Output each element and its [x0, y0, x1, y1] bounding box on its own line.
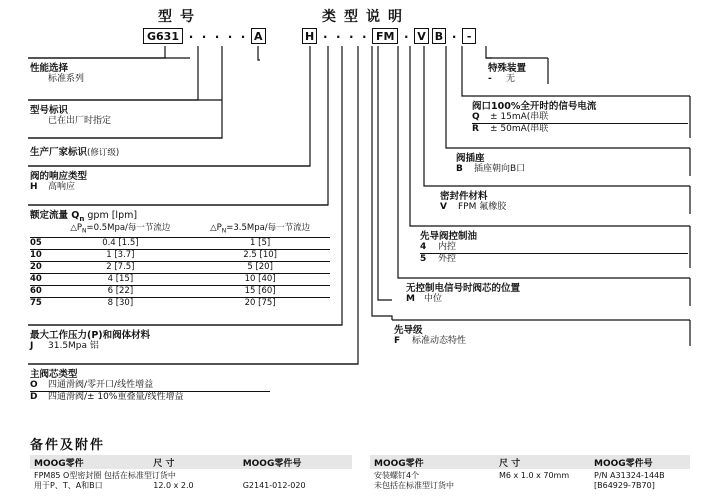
parts-row	[370, 481, 690, 491]
parts-col-size: 尺 寸	[153, 458, 175, 469]
section-title: 特殊装置	[488, 63, 527, 74]
section-rated-flow	[30, 207, 330, 309]
code-box-a: A	[251, 28, 266, 44]
section-title: 无控制电信号时阀芯的位置	[406, 283, 521, 294]
section-row	[420, 242, 688, 254]
code-dot: ·	[214, 30, 220, 44]
flow-key: 05	[30, 237, 42, 248]
section-pilot-oil	[420, 228, 688, 265]
parts-row	[30, 481, 352, 491]
section-row	[420, 254, 688, 265]
section-row	[30, 392, 270, 403]
section-title: 生产厂家标识	[30, 147, 88, 158]
flow-col-a-sub: N	[81, 227, 87, 235]
row-value: 内控	[438, 242, 457, 252]
flow-col-a-tail: =0.5Mpa/每一节流边	[86, 222, 171, 233]
section-title: 先导级	[394, 325, 423, 336]
parts-cell: 用于P、T、A和B口	[34, 481, 103, 490]
flow-a: 1 [3.7]	[106, 249, 135, 260]
flow-title-text: 额定流量 Q	[30, 210, 80, 221]
section-row	[440, 202, 688, 213]
row-key: B	[456, 164, 463, 174]
parts-cell: 未包括在标准型订货中	[374, 481, 454, 490]
section-title-suffix: (修订级)	[87, 148, 120, 158]
code-dot: ·	[227, 30, 233, 44]
code-box-fm: FM	[372, 28, 398, 44]
code-dot: ·	[348, 30, 354, 44]
row-key: V	[440, 202, 447, 212]
flow-row	[30, 250, 330, 262]
flow-a: 2 [7.5]	[106, 261, 135, 272]
row-key: D	[30, 392, 38, 402]
code-box-h: H	[302, 28, 317, 44]
parts-cell: 安装螺钉4个	[374, 471, 420, 480]
section-no-signal-position	[406, 280, 688, 305]
section-title: 密封件材料	[440, 191, 488, 202]
row-key: F	[394, 336, 401, 346]
row-key: 4	[420, 242, 427, 252]
row-value: 已在出厂时指定	[48, 116, 112, 126]
row-value: 标准系列	[48, 74, 85, 84]
section-row	[30, 380, 270, 392]
row-key: O	[30, 380, 38, 390]
section-socket	[456, 150, 688, 175]
row-value: 无	[506, 74, 516, 84]
parts-cell: 12.0 x 2.0	[153, 481, 194, 490]
section-title: 阀插座	[456, 153, 485, 164]
row-value: 标准动态特性	[412, 336, 467, 346]
section-title: 最大工作压力(P)和阀体材料	[30, 330, 151, 341]
code-box-series: G631	[143, 28, 183, 44]
section-title: 主阀芯类型	[30, 369, 78, 380]
row-value: 高响应	[48, 182, 76, 192]
flow-row	[30, 286, 330, 298]
code-dot: ·	[188, 30, 194, 44]
section-title: 性能选择	[30, 63, 69, 74]
flow-row	[30, 238, 330, 250]
row-value: 外控	[438, 254, 457, 264]
section-title: 阀的响应类型	[30, 171, 88, 182]
parts-cell: FPM85 O型密封圈 包括在标准型订货中	[34, 471, 176, 480]
section-spool	[30, 366, 270, 403]
section-row	[30, 74, 190, 85]
flow-header-row	[30, 223, 330, 238]
row-value: 四通滑阀/零开口/线性增益	[48, 380, 154, 390]
parts-col-size: 尺 寸	[499, 458, 521, 469]
flow-col-b-tail: =3.5Mpa/每一节流边	[226, 222, 311, 233]
section-row	[472, 112, 688, 124]
flow-b: 1 [5]	[250, 237, 271, 248]
row-value: 插座朝向B口	[474, 164, 526, 174]
flow-a: 0.4 [1.5]	[102, 237, 139, 248]
section-performance	[30, 60, 190, 85]
flow-col-b	[190, 223, 330, 237]
flow-row	[30, 298, 330, 309]
code-dot: ·	[451, 30, 457, 44]
parts-title: 备件及附件	[30, 438, 106, 453]
code-dot: ·	[403, 30, 409, 44]
flow-b: 5 [20]	[247, 261, 273, 272]
flow-b: 2.5 [10]	[243, 249, 277, 260]
flow-key: 20	[30, 261, 42, 272]
flow-b: 20 [75]	[244, 297, 276, 308]
parts-right-table	[370, 455, 690, 491]
flow-b: 15 [60]	[244, 285, 276, 296]
flow-col-a	[51, 223, 191, 237]
parts-cell	[499, 481, 594, 491]
code-dot: ·	[322, 30, 328, 44]
right-title: 类型说明	[322, 9, 410, 25]
parts-col-number: MOOG零件号	[594, 458, 653, 469]
flow-key: 10	[30, 249, 42, 260]
section-pressure	[30, 327, 250, 352]
flow-a: 4 [15]	[107, 273, 134, 284]
parts-col-part: MOOG零件	[34, 458, 84, 469]
section-row	[488, 74, 548, 85]
code-dot: ·	[361, 30, 367, 44]
section-pilot-stage	[394, 322, 688, 347]
section-model-id	[30, 102, 210, 127]
section-row	[394, 336, 688, 347]
row-value: 四通滑阀/± 10%重叠量/线性增益	[48, 392, 184, 402]
parts-cell: G2141-012-020	[242, 481, 306, 490]
flow-col-b-text: △P	[210, 222, 222, 233]
parts-cell: [B64929-7B70]	[594, 481, 655, 490]
row-key: H	[30, 182, 38, 192]
parts-col-part: MOOG零件	[374, 458, 424, 469]
code-dot: ·	[240, 30, 246, 44]
parts-row	[30, 469, 352, 481]
flow-key: 60	[30, 285, 42, 296]
flow-row	[30, 274, 330, 286]
code-box-v: V	[414, 28, 429, 44]
section-special	[488, 60, 548, 85]
flow-row	[30, 262, 330, 274]
section-row	[456, 164, 688, 175]
left-title: 型号	[158, 9, 202, 25]
parts-left-table	[30, 455, 352, 491]
row-value: 31.5Mpa 铝	[48, 341, 99, 351]
section-row	[472, 124, 688, 135]
section-row	[30, 341, 250, 352]
row-value: 中位	[424, 294, 443, 304]
code-box-b: B	[432, 28, 446, 44]
flow-header-spacer	[30, 223, 51, 237]
row-value: ± 50mA(串联	[490, 124, 549, 134]
parts-header	[370, 455, 690, 469]
parts-cell: P/N A31324-144B	[594, 471, 665, 480]
flow-title-tail: gpm [lpm]	[84, 210, 138, 221]
flow-title	[30, 207, 330, 223]
row-value: FPM 氟橡胶	[458, 202, 507, 212]
flow-key: 75	[30, 297, 42, 308]
flow-subscript: n	[79, 214, 85, 223]
row-key	[30, 116, 48, 127]
parts-row	[370, 469, 690, 481]
row-key: -	[488, 74, 492, 84]
section-row	[30, 116, 210, 127]
section-row	[406, 294, 688, 305]
flow-a: 6 [22]	[107, 285, 134, 296]
section-title: 阀口100%全开时的信号电流	[472, 101, 597, 112]
row-key: R	[472, 124, 479, 134]
code-dot: ·	[201, 30, 207, 44]
row-key: Q	[472, 112, 480, 122]
section-manufacturer	[30, 140, 230, 159]
parts-cell: M6 x 1.0 x 70mm	[499, 471, 570, 480]
row-key	[30, 74, 48, 85]
row-value: ± 15mA(串联	[490, 112, 549, 122]
parts-header	[30, 455, 352, 469]
section-title: 先导阀控制油	[420, 231, 478, 242]
section-response	[30, 168, 210, 193]
section-title: 型号标识	[30, 105, 69, 116]
flow-key: 40	[30, 273, 42, 284]
row-key: M	[406, 294, 415, 304]
flow-b: 10 [40]	[244, 273, 276, 284]
row-key: J	[30, 341, 34, 351]
section-seal	[440, 188, 688, 213]
code-box-dash: -	[462, 28, 476, 44]
parts-col-number: MOOG零件号	[242, 458, 302, 469]
section-row	[30, 182, 210, 193]
flow-col-b-sub: N	[221, 227, 227, 235]
row-key: 5	[420, 254, 427, 264]
section-signal-current	[472, 98, 688, 135]
flow-a: 8 [30]	[107, 297, 134, 308]
flow-col-a-text: △P	[70, 222, 82, 233]
code-dot: ·	[335, 30, 341, 44]
